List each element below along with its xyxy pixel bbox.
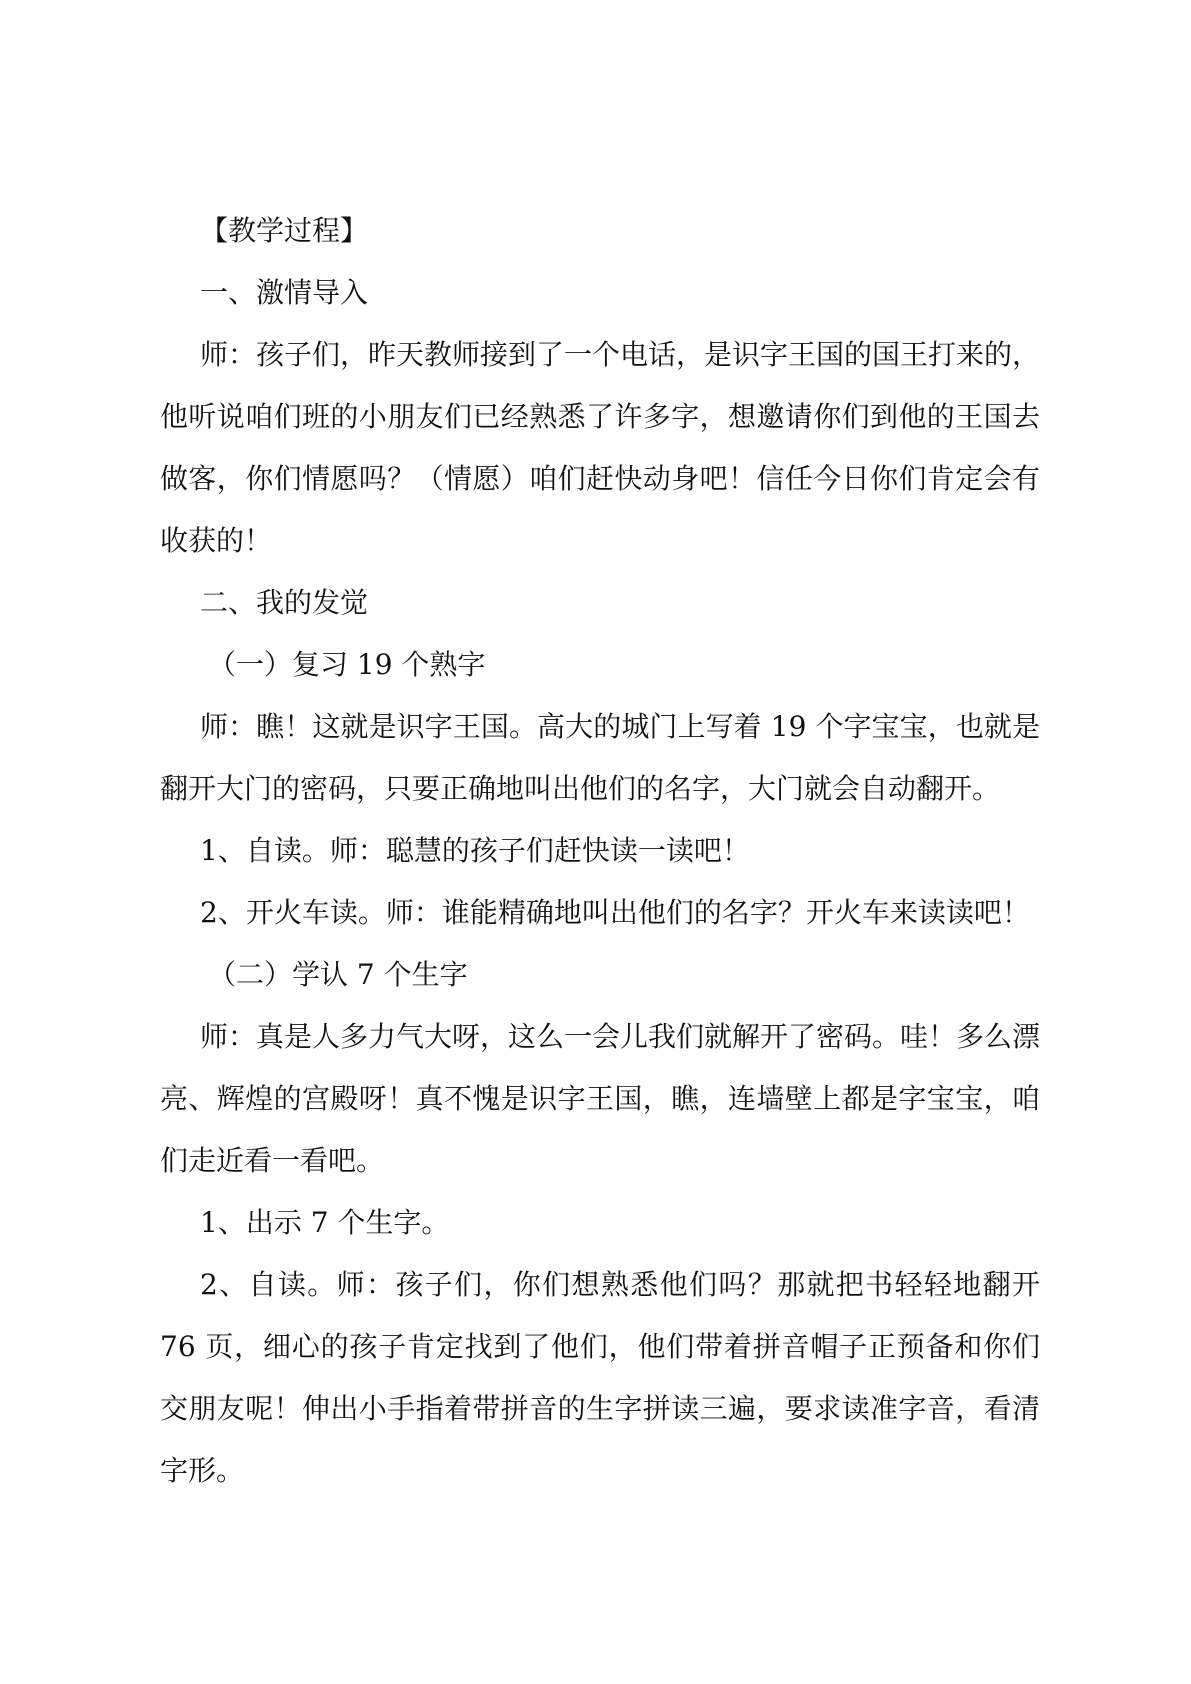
list-item-self-read-book: 2、自读。师：孩子们，你们想熟悉他们吗？那就把书轻轻地翻开 76 页，细心的孩子肯定找到了他们，他们带着拼音帽子正预备和你们交朋友呢！伸出小手指着带拼音的生字拼读三遍，要求读准字音，看清字形。 bbox=[160, 1268, 1040, 1487]
paragraph-city-gate: 师：瞧！这就是识字王国。高大的城门上写着 19 个字宝宝，也就是翻开大门的密码，只要正确地叫出他们的名字，大门就会自动翻开。 bbox=[160, 710, 1040, 805]
section-heading-teaching-process: 【教学过程】 bbox=[200, 214, 369, 247]
paragraph-teacher-intro: 师：孩子们，昨天教师接到了一个电话，是识字王国的国王打来的，他听说咱们班的小朋友们已经熟悉了许多字，想邀请你们到他的王国去做客，你们情愿吗？（情愿）咱们赶快动身吧！信任今日你们肯定会有收获的！ bbox=[160, 338, 1041, 557]
paragraph-palace: 师：真是人多力气大呀，这么一会儿我们就解开了密码。哇！多么漂亮、辉煌的宫殿呀！真不愧是识字王国，瞧，连墙壁上都是字宝宝，咱们走近看一看吧。 bbox=[160, 1020, 1041, 1177]
section-heading-intro: 一、激情导入 bbox=[200, 276, 369, 309]
subheading-learn-new-characters: （二）学认 7 个生字 bbox=[208, 958, 468, 991]
list-item-show-characters: 1、出示 7 个生字。 bbox=[200, 1206, 450, 1239]
subheading-review-familiar-characters: （一）复习 19 个熟字 bbox=[208, 648, 486, 681]
document-body bbox=[160, 200, 1040, 1502]
list-item-train-read: 2、开火车读。师：谁能精确地叫出他们的名字？开火车来读读吧！ bbox=[200, 896, 1030, 929]
list-item-self-read: 1、自读。师：聪慧的孩子们赶快读一读吧！ bbox=[200, 834, 750, 867]
section-heading-discovery: 二、我的发觉 bbox=[200, 586, 369, 619]
